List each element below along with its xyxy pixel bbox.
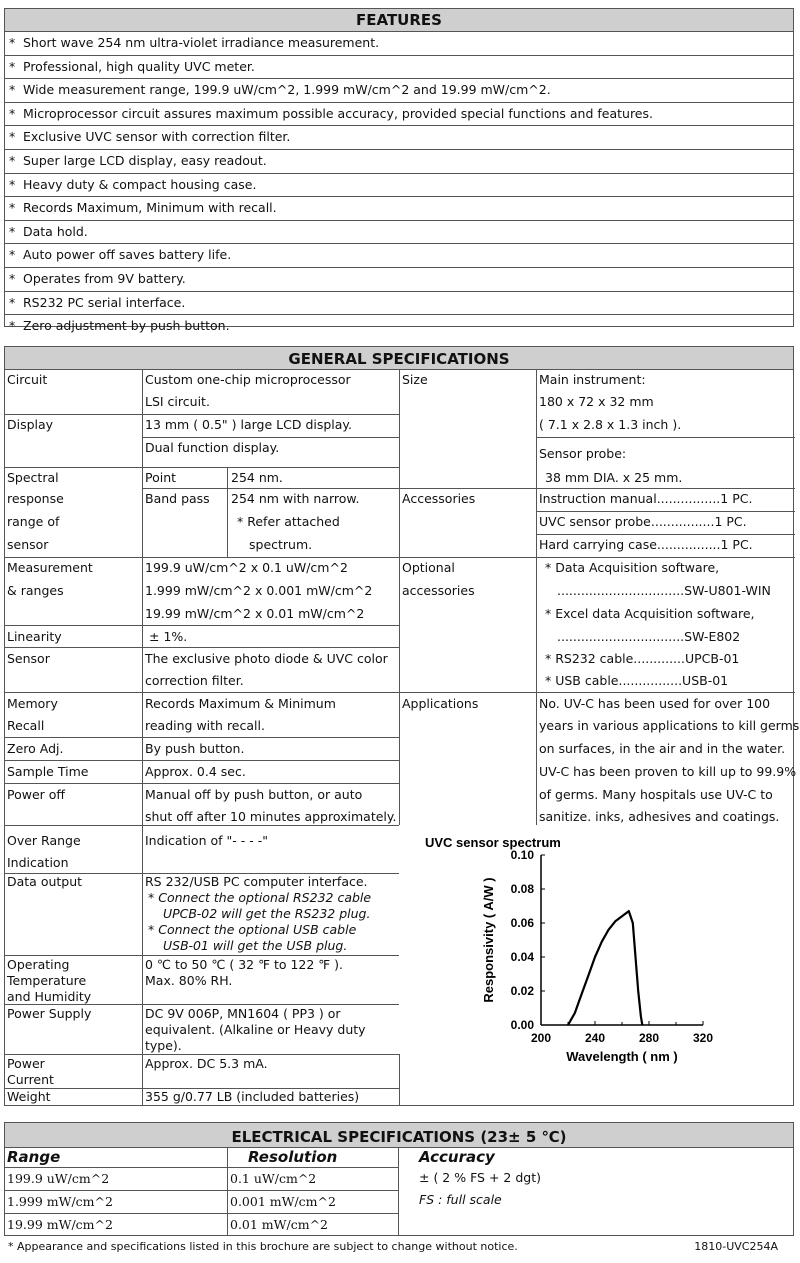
- accessory-2: UVC sensor probe................1 PC.: [539, 514, 747, 529]
- electrical-specifications-section: [4, 1122, 794, 1236]
- feature-text: Super large LCD display, easy readout.: [23, 152, 267, 168]
- resolution-cell: 0.01 mW/cm^2: [228, 1213, 398, 1236]
- feature-text: Wide measurement range, 199.9 uW/cm^2, 1.999 mW/cm^2 and 19.99 mW/cm^2.: [23, 82, 551, 98]
- general-specifications-section: [4, 346, 800, 1106]
- col-divider: [399, 369, 400, 825]
- applications-text-5: of germs. Many hospitals use UV-C to: [539, 787, 773, 802]
- bullet-star: *: [9, 129, 16, 145]
- y-axis-label: Responsivity ( A/W ): [481, 877, 496, 1003]
- optional-label-2: accessories: [402, 583, 475, 598]
- optional-item-2: * Excel data Acquisition software,: [545, 606, 755, 621]
- size-value: Main instrument:: [539, 372, 646, 387]
- zero-adj-label: Zero Adj.: [7, 741, 64, 756]
- feature-item: [5, 221, 793, 245]
- applications-text-1: No. UV-C has been used for over 100: [539, 696, 771, 711]
- memory-value: Records Maximum & Minimum: [145, 696, 336, 711]
- feature-item: [5, 103, 793, 127]
- uvc-spectrum-chart: [405, 827, 790, 1089]
- weight-label: Weight: [7, 1089, 51, 1104]
- bullet-star: *: [9, 176, 16, 192]
- applications-text-6: sanitize. inks, adhesives and coatings.: [539, 809, 780, 824]
- document-code: 1810-UVC254A: [694, 1240, 778, 1253]
- display-value-2: Dual function display.: [145, 440, 280, 455]
- power-current-label-2: Current: [7, 1072, 54, 1087]
- spectrum-curve: [568, 911, 642, 1025]
- size-value-5: 38 mm DIA. x 25 mm.: [545, 470, 683, 485]
- feature-text: RS232 PC serial interface.: [23, 294, 186, 310]
- applications-text-2: years in various applications to kill germs: [539, 718, 800, 733]
- resolution-cell: 0.1 uW/cm^2: [228, 1167, 398, 1190]
- over-range-value: Indication of "- - - -": [145, 833, 268, 848]
- applications-text-4: UV-C has been proven to kill up to 99.9%: [539, 764, 797, 779]
- chart-title: UVC sensor spectrum: [425, 835, 561, 850]
- optional-item-4: * USB cable................USB-01: [545, 673, 729, 688]
- features-section: [4, 8, 794, 334]
- general-specifications-title: GENERAL SPECIFICATIONS: [5, 347, 793, 370]
- feature-text: Operates from 9V battery.: [23, 270, 186, 286]
- feature-text: Auto power off saves battery life.: [23, 247, 232, 263]
- size-value-2: 180 x 72 x 32 mm: [539, 394, 654, 409]
- power-supply-value-3: type).: [145, 1038, 182, 1053]
- memory-label-2: Recall: [7, 718, 45, 733]
- power-current-label: Power: [7, 1056, 45, 1071]
- bullet-star: *: [9, 247, 16, 263]
- accuracy-column: [399, 1147, 793, 1235]
- accessory-1: Instruction manual................1 PC.: [539, 491, 753, 506]
- power-current-value: Approx. DC 5.3 mA.: [145, 1056, 268, 1071]
- accuracy-header: Accuracy: [419, 1148, 495, 1166]
- feature-item: [5, 79, 793, 103]
- power-off-label: Power off: [7, 787, 66, 802]
- zero-adj-value: By push button.: [145, 741, 245, 756]
- bullet-star: *: [9, 152, 16, 168]
- operating-label-3: and Humidity: [7, 989, 92, 1004]
- x-tick-label: 320: [692, 1031, 714, 1045]
- y-tick-label: 0.10: [510, 848, 534, 862]
- feature-item: [5, 150, 793, 174]
- bullet-star: *: [9, 35, 16, 50]
- sample-time-label: Sample Time: [7, 764, 89, 779]
- bullet-star: *: [9, 223, 16, 239]
- power-supply-value-2: equivalent. (Alkaline or Heavy duty: [145, 1022, 366, 1037]
- point-label: Point: [145, 470, 177, 485]
- feature-text: Professional, high quality UVC meter.: [23, 58, 255, 74]
- bullet-star: *: [9, 82, 16, 98]
- bullet-star: *: [9, 58, 16, 74]
- range-column: [5, 1147, 228, 1235]
- circuit-value-2: LSI circuit.: [145, 394, 210, 409]
- feature-text: Data hold.: [23, 223, 88, 239]
- y-tick-label: 0.02: [510, 984, 534, 998]
- accuracy-value: ± ( 2 % FS + 2 dgt): [419, 1170, 541, 1185]
- range-1: 199.9 uW/cm^2 x 0.1 uW/cm^2: [145, 560, 348, 575]
- measurement-label-2: & ranges: [7, 583, 64, 598]
- feature-item: [5, 32, 793, 56]
- resolution-header: Resolution: [248, 1148, 338, 1166]
- linearity-value: ± 1%.: [149, 629, 188, 644]
- bullet-star: *: [9, 200, 16, 216]
- x-tick-label: 280: [638, 1031, 660, 1045]
- feature-text: Exclusive UVC sensor with correction filter.: [23, 129, 291, 145]
- y-tick-label: 0.04: [510, 950, 534, 964]
- memory-label: Memory: [7, 696, 58, 711]
- feature-item: [5, 197, 793, 221]
- resolution-column: [228, 1147, 399, 1235]
- accessories-label: Accessories: [402, 491, 476, 506]
- sensor-label: Sensor: [7, 651, 50, 666]
- measurement-label: Measurement: [7, 560, 93, 575]
- power-off-value: Manual off by push button, or auto: [145, 787, 363, 802]
- power-supply-value: DC 9V 006P, MN1604 ( PP3 ) or: [145, 1006, 341, 1021]
- feature-item: [5, 126, 793, 150]
- range-cell: 1.999 mW/cm^2: [5, 1190, 227, 1213]
- col-divider: [227, 467, 228, 557]
- feature-item: [5, 244, 793, 268]
- disclaimer-note: * Appearance and specifications listed in this brochure are subject to change without notice.: [8, 1240, 518, 1253]
- full-scale-note: FS : full scale: [419, 1192, 502, 1207]
- feature-text: Zero adjustment by push button.: [23, 318, 230, 334]
- band-pass-note-2: spectrum.: [249, 537, 313, 552]
- optional-item-1: * Data Acquisition software,: [545, 560, 720, 575]
- size-value-3: ( 7.1 x 2.8 x 1.3 inch ).: [539, 417, 682, 432]
- band-pass-value: 254 nm with narrow.: [231, 491, 360, 506]
- data-output-note-4: USB-01 will get the USB plug.: [163, 938, 348, 953]
- size-value-4: Sensor probe:: [539, 446, 627, 461]
- spectral-label-3: range of: [7, 514, 60, 529]
- range-header: Range: [7, 1148, 61, 1166]
- feature-list: [5, 32, 793, 338]
- memory-value-2: reading with recall.: [145, 718, 265, 733]
- weight-value: 355 g/0.77 LB (included batteries): [145, 1089, 360, 1104]
- spectral-label-2: response: [7, 491, 64, 506]
- spectral-label-4: sensor: [7, 537, 49, 552]
- data-output-note-3: * Connect the optional USB cable: [148, 922, 357, 937]
- feature-item: [5, 174, 793, 198]
- operating-value-2: Max. 80% RH.: [145, 973, 233, 988]
- bullet-star: *: [9, 105, 16, 121]
- y-tick-label: 0.08: [510, 882, 534, 896]
- feature-text: Short wave 254 nm ultra-violet irradiance measurement.: [23, 35, 380, 50]
- feature-text: Records Maximum, Minimum with recall.: [23, 200, 277, 216]
- data-output-note: * Connect the optional RS232 cable: [148, 890, 372, 905]
- circuit-value: Custom one-chip microprocessor: [145, 372, 351, 387]
- features-title: FEATURES: [5, 9, 793, 32]
- linearity-label: Linearity: [7, 629, 62, 644]
- electrical-specifications-title: ELECTRICAL SPECIFICATIONS (23± 5 ℃): [5, 1123, 793, 1148]
- resolution-cell: 0.001 mW/cm^2: [228, 1190, 398, 1213]
- sample-time-value: Approx. 0.4 sec.: [145, 764, 246, 779]
- optional-item-3: * RS232 cable.............UPCB-01: [545, 651, 740, 666]
- optional-item-1-code: ................................SW-U801-WIN: [557, 583, 771, 598]
- feature-text: Microprocessor circuit assures maximum possible accuracy, provided special functions and features.: [23, 105, 653, 121]
- y-tick-label: 0.00: [510, 1018, 534, 1032]
- applications-label: Applications: [402, 696, 479, 711]
- x-axis-label: Wavelength ( nm ): [566, 1049, 678, 1064]
- operating-value: 0 ℃ to 50 ℃ ( 32 ℉ to 122 ℉ ).: [145, 957, 344, 972]
- range-cell: 19.99 mW/cm^2: [5, 1213, 227, 1236]
- bullet-star: *: [9, 318, 16, 334]
- range-2: 1.999 mW/cm^2 x 0.001 mW/cm^2: [145, 583, 373, 598]
- optional-item-2-code: ................................SW-E802: [557, 629, 741, 644]
- feature-item: [5, 292, 793, 316]
- display-value: 13 mm ( 0.5" ) large LCD display.: [145, 417, 353, 432]
- col-divider: [399, 1054, 400, 1106]
- data-output-value: RS 232/USB PC computer interface.: [145, 874, 368, 889]
- feature-text: Heavy duty & compact housing case.: [23, 176, 257, 192]
- data-output-label: Data output: [7, 874, 83, 889]
- feature-item: [5, 268, 793, 292]
- range-3: 19.99 mW/cm^2 x 0.01 mW/cm^2: [145, 606, 365, 621]
- band-pass-label: Band pass: [145, 491, 210, 506]
- bullet-star: *: [9, 294, 16, 310]
- power-supply-label: Power Supply: [7, 1006, 92, 1021]
- sensor-value: The exclusive photo diode & UVC color: [145, 651, 388, 666]
- x-tick-label: 200: [530, 1031, 552, 1045]
- operating-label-2: Temperature: [7, 973, 87, 988]
- circuit-label: Circuit: [7, 372, 48, 387]
- operating-label: Operating: [7, 957, 70, 972]
- display-label: Display: [7, 417, 54, 432]
- y-tick-label: 0.06: [510, 916, 534, 930]
- x-tick-label: 240: [584, 1031, 606, 1045]
- spectral-label: Spectral: [7, 470, 59, 485]
- over-range-label-2: Indication: [7, 855, 69, 870]
- size-label: Size: [402, 372, 428, 387]
- optional-label: Optional: [402, 560, 455, 575]
- over-range-label: Over Range: [7, 833, 81, 848]
- power-off-value-2: shut off after 10 minutes approximately.: [145, 809, 397, 824]
- data-output-note-2: UPCB-02 will get the RS232 plug.: [163, 906, 371, 921]
- applications-text-3: on surfaces, in the air and in the water.: [539, 741, 786, 756]
- bullet-star: *: [9, 270, 16, 286]
- sensor-value-2: correction filter.: [145, 673, 244, 688]
- feature-item: [5, 56, 793, 80]
- range-cell: 199.9 uW/cm^2: [5, 1167, 227, 1190]
- band-pass-note: * Refer attached: [237, 514, 340, 529]
- accessory-3: Hard carrying case................1 PC.: [539, 537, 753, 552]
- point-value: 254 nm.: [231, 470, 283, 485]
- feature-item: [5, 315, 793, 338]
